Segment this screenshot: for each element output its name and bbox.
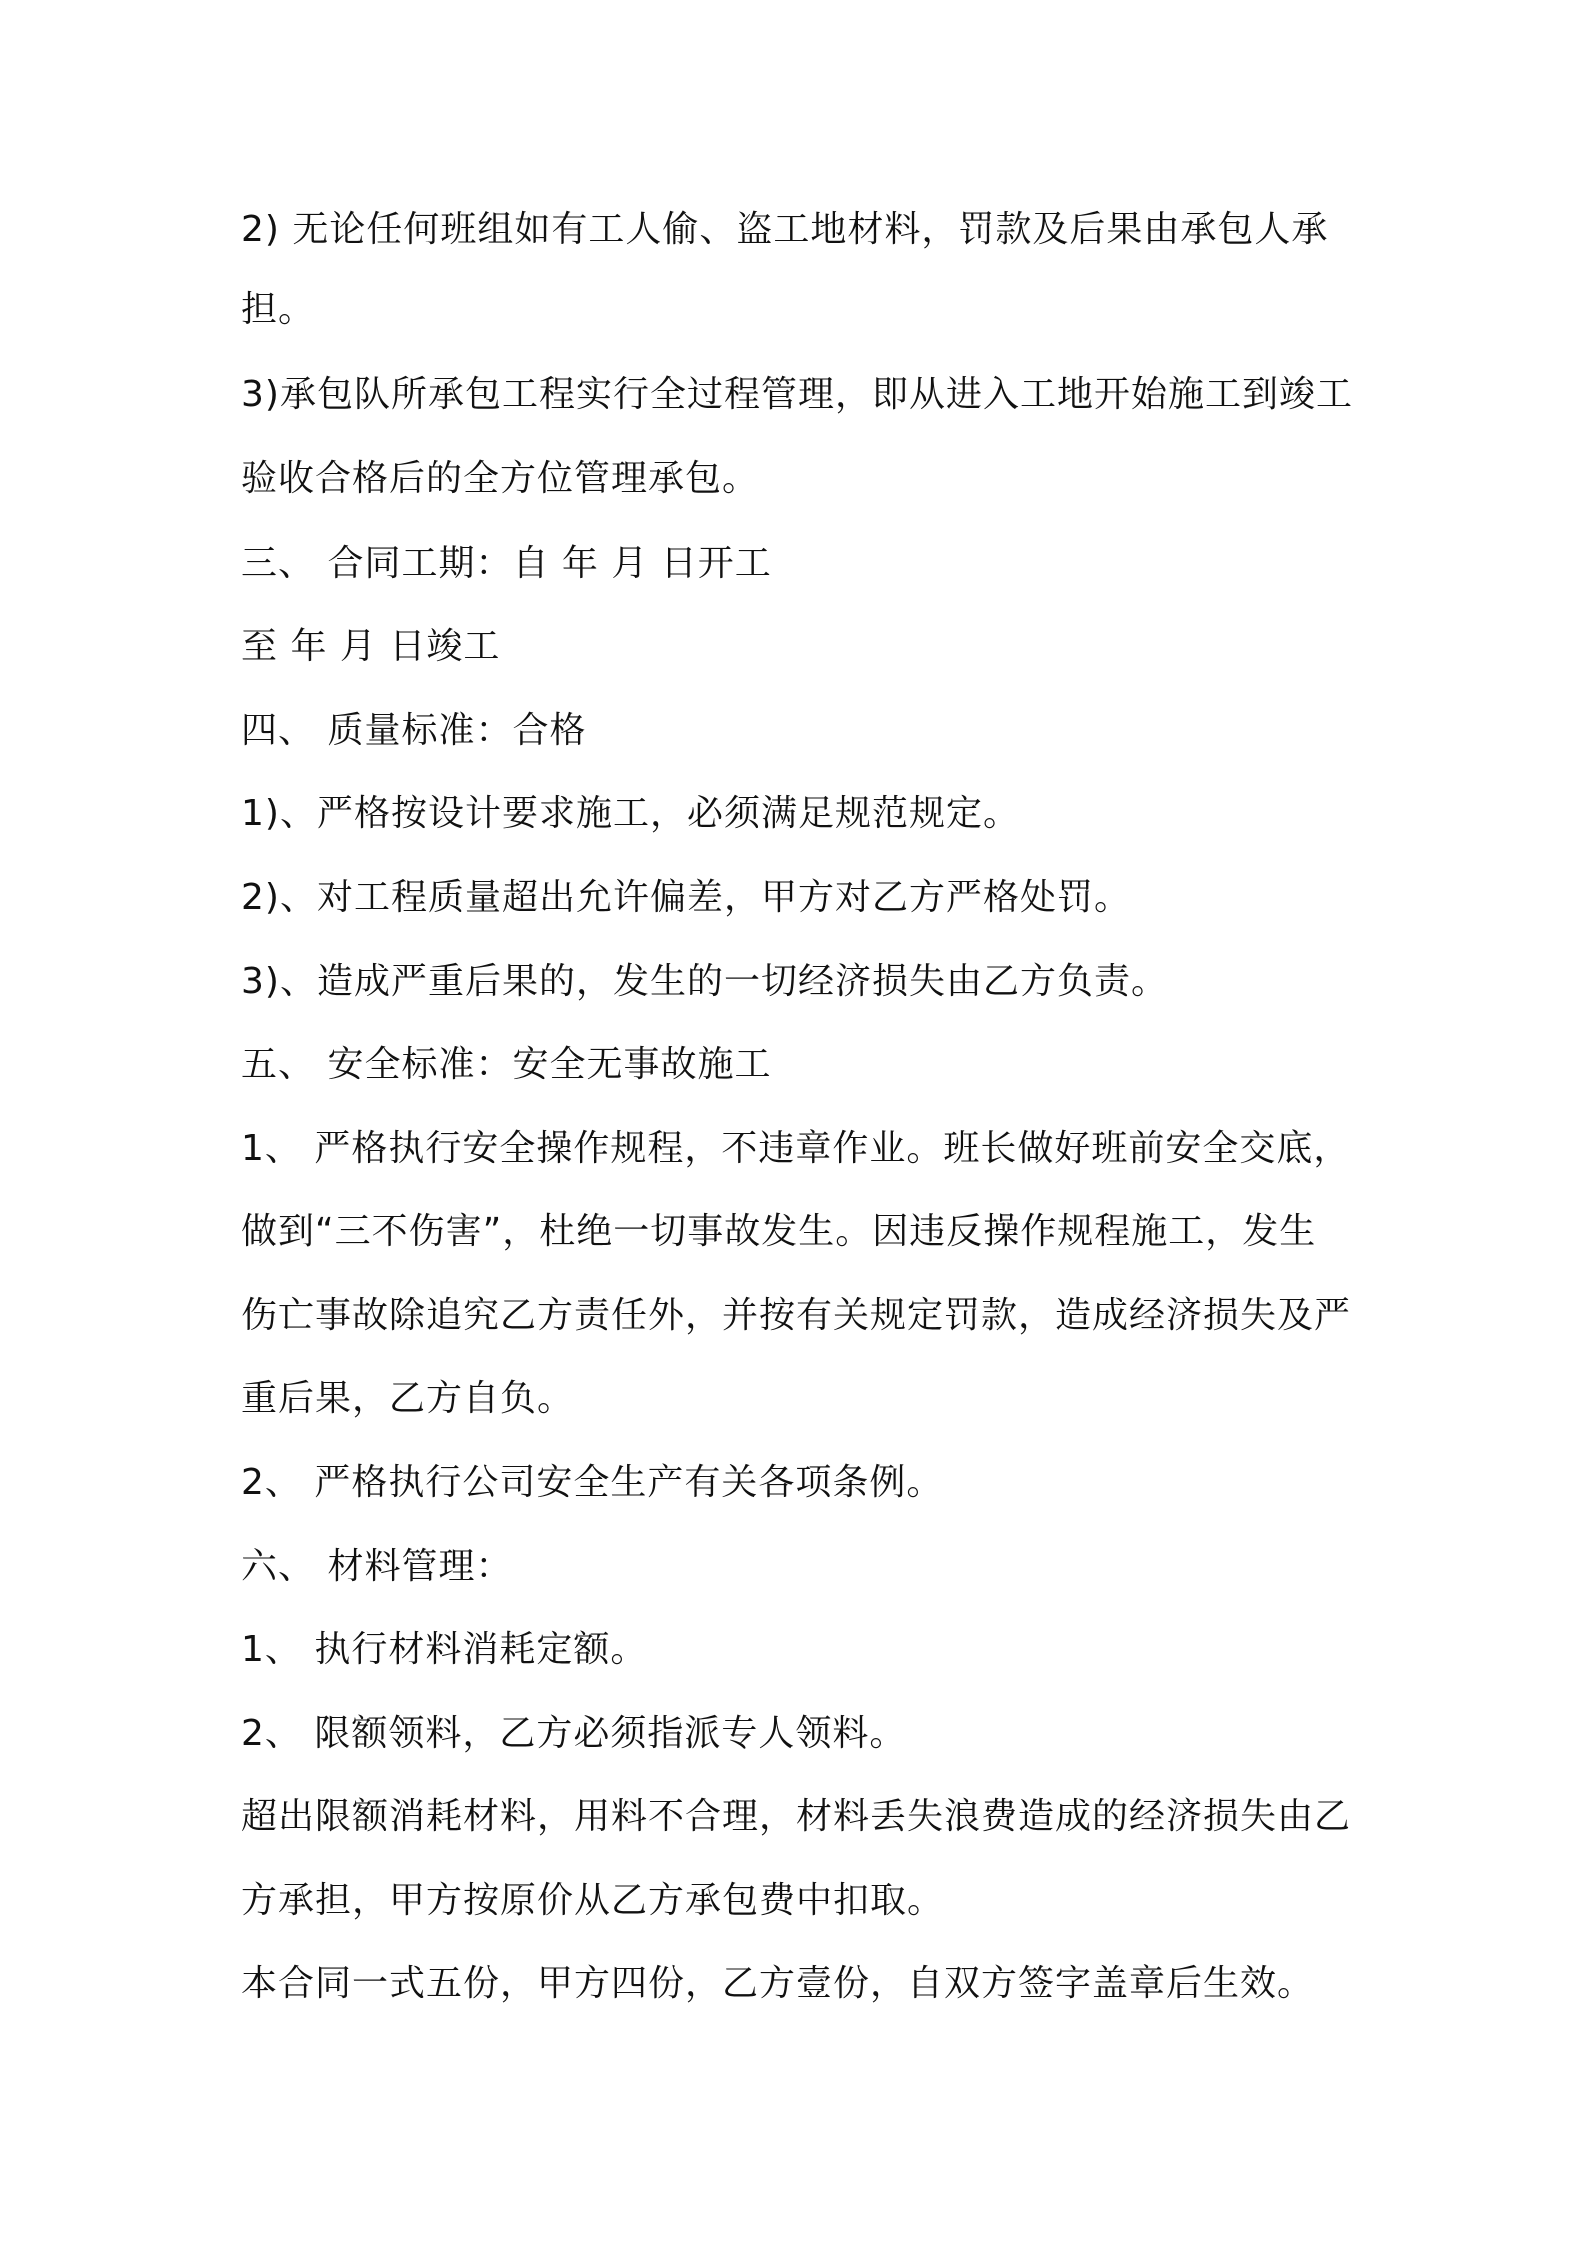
text-line: 伤亡事故除追究乙方责任外，并按有关规定罚款，造成经济损失及严	[241, 1295, 1352, 1336]
text-line: 超出限额消耗材料，用料不合理，材料丢失浪费造成的经济损失由乙	[241, 1796, 1352, 1837]
text-line: 2、 严格执行公司安全生产有关各项条例。	[241, 1462, 944, 1503]
text-line: 3)承包队所承包工程实行全过程管理，即从进入工地开始施工到竣工	[241, 374, 1353, 415]
section-heading: 六、 材料管理：	[241, 1546, 513, 1587]
text-line: 担。	[241, 289, 316, 330]
text-line: 2) 无论任何班组如有工人偷、盗工地材料，罚款及后果由承包人承	[241, 209, 1329, 250]
text-line: 2)、对工程质量超出允许偏差，甲方对乙方严格处罚。	[241, 877, 1131, 918]
text-line: 重后果，乙方自负。	[241, 1378, 575, 1419]
text-line: 方承担，甲方按原价从乙方承包费中扣取。	[241, 1880, 945, 1921]
section-heading: 三、 合同工期：自 年 月 日开工	[241, 543, 772, 584]
text-line: 1)、严格按设计要求施工，必须满足规范规定。	[241, 793, 1020, 834]
text-line: 3)、造成严重后果的，发生的一切经济损失由乙方负责。	[241, 961, 1168, 1002]
text-line: 本合同一式五份，甲方四份，乙方壹份，自双方签字盖章后生效。	[241, 1963, 1315, 2004]
text-line: 验收合格后的全方位管理承包。	[241, 458, 760, 499]
text-line: 做到“三不伤害”，杜绝一切事故发生。因违反操作规程施工，发生	[241, 1211, 1317, 1252]
text-line: 2、 限额领料，乙方必须指派专人领料。	[241, 1713, 907, 1754]
text-line: 1、 执行材料消耗定额。	[241, 1629, 648, 1670]
text-line: 1、 严格执行安全操作规程，不违章作业。班长做好班前安全交底，	[241, 1128, 1351, 1169]
section-heading: 四、 质量标准：合格	[241, 710, 587, 751]
section-heading: 五、 安全标准：安全无事故施工	[241, 1044, 772, 1085]
text-line: 至 年 月 日竣工	[241, 626, 501, 667]
